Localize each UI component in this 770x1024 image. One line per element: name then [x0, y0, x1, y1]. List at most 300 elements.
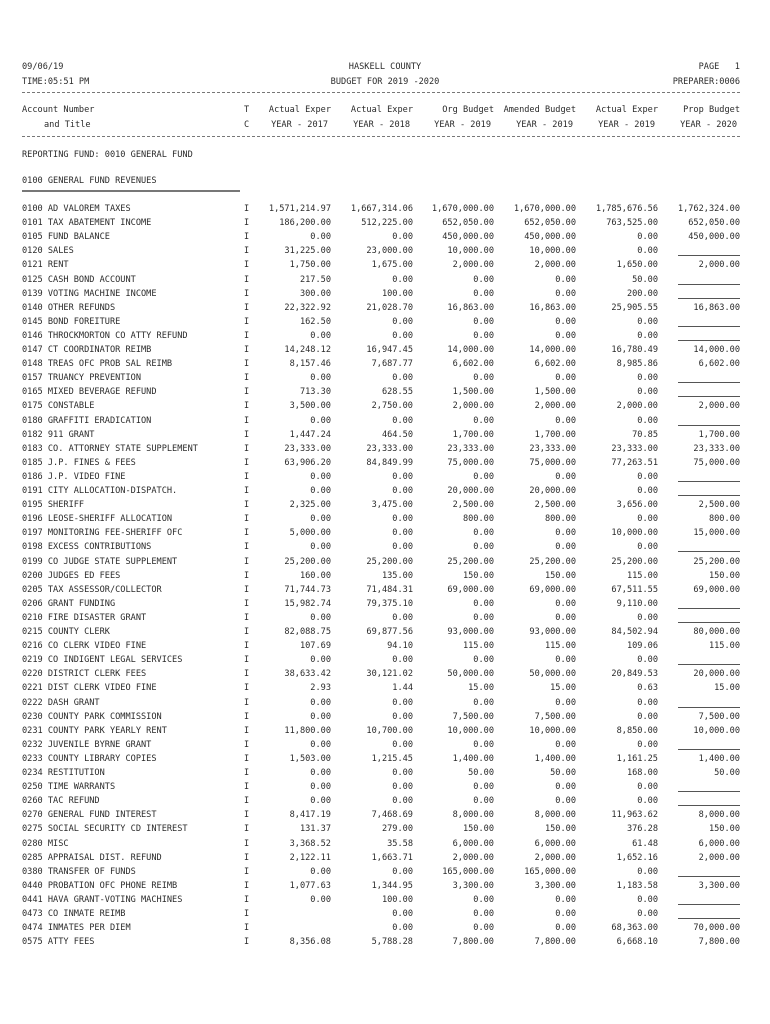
amount-cell: 11,800.00 [284, 725, 331, 736]
amount-cell: 25,905.55 [611, 302, 658, 313]
amount-cell: 0.00 [392, 486, 413, 496]
amount-cell: 2,500.00 [698, 500, 740, 511]
amount-cell: 5,000.00 [289, 528, 331, 539]
amount-cell: 0.00 [392, 415, 413, 426]
type-code: I [244, 598, 250, 609]
col-actual-2019-header: Actual Exper [595, 105, 658, 115]
proposed-budget-blank [678, 340, 740, 341]
table-row [0, 385, 770, 399]
type-code: I [244, 768, 250, 778]
amount-cell: 1,762,324.00 [677, 204, 740, 214]
amount-cell: 150.00 [544, 570, 576, 581]
amount-cell: 10,000.00 [447, 246, 494, 257]
amount-cell: 1,700.00 [698, 429, 740, 440]
amount-cell: 63,906.20 [284, 457, 331, 468]
amount-cell: 0.00 [473, 316, 494, 327]
amount-cell: 150.00 [544, 824, 576, 835]
table-row [0, 724, 770, 738]
header-divider [22, 92, 740, 93]
amount-cell: 1,750.00 [289, 260, 331, 271]
type-code: I [244, 697, 250, 708]
amount-cell: 68,363.00 [611, 923, 658, 934]
table-row [0, 667, 770, 681]
table-row [0, 456, 770, 470]
account-title: 0250 TIME WARRANTS [22, 782, 116, 793]
account-title: 0191 CITY ALLOCATION-DISPATCH. [22, 486, 178, 496]
amount-cell: 0.00 [310, 866, 331, 877]
amount-cell: 0.00 [310, 796, 331, 807]
amount-cell: 0.00 [392, 697, 413, 708]
type-code: I [244, 288, 250, 299]
amount-cell: 150.00 [708, 570, 740, 581]
proposed-budget-blank [678, 749, 740, 750]
amount-cell: 0.00 [555, 288, 576, 299]
table-row [0, 357, 770, 371]
amount-cell: 50,000.00 [529, 669, 576, 680]
amount-cell: 20,000.00 [693, 669, 740, 680]
type-code: I [244, 486, 250, 496]
amount-cell: 3,500.00 [289, 401, 331, 412]
account-title: 0147 CT COORDINATOR REIMB [22, 345, 152, 355]
account-title: 0275 SOCIAL SECURITY CD INTEREST [22, 824, 188, 835]
table-row [0, 893, 770, 907]
amount-cell: 1,503.00 [289, 753, 331, 764]
type-code: I [244, 246, 250, 257]
amount-cell: 0.00 [637, 796, 658, 807]
amount-cell: 0.00 [310, 486, 331, 496]
amount-cell: 93,000.00 [447, 627, 494, 637]
amount-cell: 1,667,314.06 [350, 204, 413, 214]
account-title: 0440 PROBATION OFC PHONE REIMB [22, 880, 178, 891]
section-title: 0100 GENERAL FUND REVENUES [22, 176, 157, 186]
col-actual-2018-header: Actual Exper [350, 105, 413, 115]
type-code: I [244, 796, 250, 807]
type-code: I [244, 683, 250, 694]
table-row [0, 681, 770, 695]
amount-cell: 115.00 [462, 641, 494, 652]
amount-cell: 1,785,676.56 [595, 204, 658, 214]
amount-cell: 3,656.00 [616, 500, 658, 511]
amount-cell: 10,000.00 [693, 725, 740, 736]
table-row [0, 907, 770, 921]
amount-cell: 23,333.00 [447, 443, 494, 454]
amount-cell: 165,000.00 [524, 866, 576, 877]
amount-cell: 0.00 [555, 655, 576, 666]
amount-cell: 0.00 [637, 316, 658, 327]
column-header-divider [22, 136, 740, 137]
amount-cell: 25,200.00 [529, 556, 576, 567]
amount-cell: 0.00 [310, 697, 331, 708]
account-title: 0230 COUNTY PARK COMMISSION [22, 711, 162, 722]
amount-cell: 93,000.00 [529, 627, 576, 637]
account-title: 0233 COUNTY LIBRARY COPIES [22, 753, 157, 764]
amount-cell: 10,000.00 [529, 725, 576, 736]
amount-cell: 2,000.00 [698, 260, 740, 271]
amount-cell: 16,863.00 [529, 302, 576, 313]
amount-cell: 14,000.00 [447, 345, 494, 355]
proposed-budget-blank [678, 425, 740, 426]
amount-cell: 0.00 [392, 330, 413, 341]
type-code: I [244, 316, 250, 327]
proposed-budget-blank [678, 396, 740, 397]
amount-cell: 0.00 [310, 612, 331, 623]
amount-cell: 0.00 [392, 711, 413, 722]
type-code: I [244, 500, 250, 511]
type-code: I [244, 528, 250, 539]
amount-cell: 0.00 [392, 514, 413, 525]
account-title: 0139 VOTING MACHINE INCOME [22, 288, 157, 299]
type-code: I [244, 542, 250, 553]
amount-cell: 0.00 [310, 330, 331, 341]
proposed-budget-blank [678, 608, 740, 609]
amount-cell: 100.00 [381, 894, 413, 905]
table-row [0, 653, 770, 667]
amount-cell: 0.00 [637, 246, 658, 257]
table-row [0, 837, 770, 851]
account-title: 0157 TRUANCY PREVENTION [22, 373, 141, 384]
type-code: I [244, 330, 250, 341]
account-title: 0198 EXCESS CONTRIBUTIONS [22, 542, 152, 553]
amount-cell: 160.00 [299, 570, 331, 581]
amount-cell: 2,325.00 [289, 500, 331, 511]
table-row [0, 343, 770, 357]
preparer-id: PREPARER:0006 [672, 77, 740, 87]
type-code: I [244, 387, 250, 398]
amount-cell: 628.55 [381, 387, 413, 398]
account-title: 0121 RENT [22, 260, 69, 271]
amount-cell: 50,000.00 [447, 669, 494, 680]
amount-cell: 8,850.00 [616, 725, 658, 736]
account-title: 0221 DIST CLERK VIDEO FINE [22, 683, 157, 694]
amount-cell: 8,000.00 [452, 810, 494, 821]
amount-cell: 15.00 [468, 683, 494, 694]
type-code: I [244, 415, 250, 426]
amount-cell: 8,985.86 [616, 359, 658, 370]
type-code: I [244, 260, 250, 271]
amount-cell: 16,863.00 [693, 302, 740, 313]
reporting-fund: REPORTING FUND: 0010 GENERAL FUND [22, 150, 193, 160]
amount-cell: 7,800.00 [534, 937, 576, 948]
amount-cell: 0.00 [310, 542, 331, 553]
amount-cell: 7,687.77 [371, 359, 413, 370]
amount-cell: 0.00 [555, 528, 576, 539]
amount-cell: 0.00 [392, 542, 413, 553]
amount-cell: 0.00 [555, 598, 576, 609]
proposed-budget-blank [678, 298, 740, 299]
table-row [0, 766, 770, 780]
amount-cell: 1,077.63 [289, 880, 331, 891]
amount-cell: 1,400.00 [452, 753, 494, 764]
amount-cell: 25,200.00 [366, 556, 413, 567]
table-row [0, 921, 770, 935]
amount-cell: 1,500.00 [534, 387, 576, 398]
amount-cell: 450,000.00 [524, 232, 576, 243]
report-date: 09/06/19 [22, 62, 64, 72]
amount-cell: 1,161.25 [616, 753, 658, 764]
account-title: 0206 GRANT FUNDING [22, 598, 116, 609]
amount-cell: 0.00 [310, 711, 331, 722]
amount-cell: 14,000.00 [529, 345, 576, 355]
amount-cell: 50.00 [468, 768, 494, 778]
amount-cell: 25,200.00 [693, 556, 740, 567]
amount-cell: 2,500.00 [534, 500, 576, 511]
amount-cell: 0.00 [555, 612, 576, 623]
table-row [0, 738, 770, 752]
amount-cell: 2,750.00 [371, 401, 413, 412]
amount-cell: 0.00 [310, 894, 331, 905]
amount-cell: 7,500.00 [534, 711, 576, 722]
type-code: I [244, 345, 250, 355]
amount-cell: 115.00 [626, 570, 658, 581]
table-row [0, 851, 770, 865]
proposed-budget-blank [678, 284, 740, 285]
proposed-budget-blank [678, 664, 740, 665]
amount-cell: 165,000.00 [442, 866, 494, 877]
amount-cell: 50.00 [714, 768, 740, 778]
amount-cell: 0.00 [392, 316, 413, 327]
amount-cell: 10,000.00 [611, 528, 658, 539]
amount-cell: 1.44 [392, 683, 413, 694]
amount-cell: 109.06 [626, 641, 658, 652]
amount-cell: 464.50 [381, 429, 413, 440]
proposed-budget-blank [678, 326, 740, 327]
amount-cell: 763,525.00 [606, 218, 658, 229]
amount-cell: 71,744.73 [284, 584, 331, 595]
amount-cell: 0.00 [473, 782, 494, 793]
amount-cell: 150.00 [708, 824, 740, 835]
type-code: I [244, 711, 250, 722]
amount-cell: 217.50 [299, 274, 331, 285]
account-title: 0441 HAVA GRANT-VOTING MACHINES [22, 894, 183, 905]
table-row [0, 696, 770, 710]
amount-cell: 100.00 [381, 288, 413, 299]
amount-cell: 1,652.16 [616, 852, 658, 863]
amount-cell: 75,000.00 [529, 457, 576, 468]
account-title: 0175 CONSTABLE [22, 401, 95, 412]
table-row [0, 555, 770, 569]
type-code: I [244, 514, 250, 525]
amount-cell: 0.00 [392, 768, 413, 778]
amount-cell: 6,668.10 [616, 937, 658, 948]
amount-cell: 0.00 [473, 542, 494, 553]
amount-cell: 0.00 [555, 542, 576, 553]
amount-cell: 7,500.00 [698, 711, 740, 722]
table-row [0, 428, 770, 442]
type-code: I [244, 641, 250, 652]
col-prop-budget-subheader: YEAR - 2020 [680, 120, 737, 130]
col-amended-budget-header: Amended Budget [503, 105, 576, 115]
amount-cell: 70,000.00 [693, 923, 740, 934]
amount-cell: 1,400.00 [698, 753, 740, 764]
amount-cell: 1,447.24 [289, 429, 331, 440]
account-title: 0216 CO CLERK VIDEO FINE [22, 641, 147, 652]
amount-cell: 0.00 [637, 514, 658, 525]
col-actual-2018-subheader: YEAR - 2018 [353, 120, 410, 130]
type-code: I [244, 753, 250, 764]
table-row [0, 258, 770, 272]
section-underline [22, 190, 240, 192]
col-actual-2017-subheader: YEAR - 2017 [271, 120, 328, 130]
amount-cell: 0.00 [473, 288, 494, 299]
amount-cell: 1,663.71 [371, 852, 413, 863]
amount-cell: 8,000.00 [698, 810, 740, 821]
type-code: I [244, 669, 250, 680]
amount-cell: 1,215.45 [371, 753, 413, 764]
amount-cell: 0.00 [473, 373, 494, 384]
amount-cell: 800.00 [462, 514, 494, 525]
amount-cell: 25,200.00 [284, 556, 331, 567]
proposed-budget-blank [678, 495, 740, 496]
amount-cell: 3,300.00 [534, 880, 576, 891]
table-row [0, 470, 770, 484]
amount-cell: 0.00 [637, 909, 658, 919]
account-title: 0234 RESTITUTION [22, 768, 105, 778]
amount-cell: 1,670,000.00 [513, 204, 576, 214]
amount-cell: 0.00 [555, 894, 576, 905]
amount-cell: 11,963.62 [611, 810, 658, 821]
amount-cell: 1,183.58 [616, 880, 658, 891]
amount-cell: 0.00 [392, 612, 413, 623]
amount-cell: 0.00 [637, 612, 658, 623]
type-code: I [244, 556, 250, 567]
amount-cell: 69,000.00 [529, 584, 576, 595]
amount-cell: 0.00 [555, 373, 576, 384]
type-code: I [244, 923, 250, 934]
amount-cell: 0.00 [310, 232, 331, 243]
account-title: 0474 INMATES PER DIEM [22, 923, 131, 934]
account-title: 0473 CO INMATE REIMB [22, 909, 126, 919]
col-account-header: Account Number [22, 105, 95, 115]
proposed-budget-blank [678, 904, 740, 905]
amount-cell: 71,484.31 [366, 584, 413, 595]
amount-cell: 30,121.02 [366, 669, 413, 680]
amount-cell: 2,500.00 [452, 500, 494, 511]
amount-cell: 69,000.00 [693, 584, 740, 595]
amount-cell: 107.69 [299, 641, 331, 652]
amount-cell: 0.00 [473, 697, 494, 708]
col-prop-budget-header: Prop Budget [683, 105, 740, 115]
type-code: I [244, 725, 250, 736]
amount-cell: 0.00 [473, 796, 494, 807]
type-code: I [244, 810, 250, 821]
amount-cell: 162.50 [299, 316, 331, 327]
amount-cell: 0.00 [310, 471, 331, 482]
amount-cell: 7,800.00 [452, 937, 494, 948]
amount-cell: 5,788.28 [371, 937, 413, 948]
amount-cell: 2,000.00 [698, 852, 740, 863]
amount-cell: 0.00 [555, 316, 576, 327]
amount-cell: 800.00 [708, 514, 740, 525]
amount-cell: 1,400.00 [534, 753, 576, 764]
type-code: I [244, 218, 250, 229]
type-code: I [244, 443, 250, 454]
type-code: I [244, 204, 250, 214]
amount-cell: 23,333.00 [366, 443, 413, 454]
amount-cell: 168.00 [626, 768, 658, 778]
amount-cell: 23,000.00 [366, 246, 413, 257]
type-code: I [244, 880, 250, 891]
type-code: I [244, 852, 250, 863]
type-code: I [244, 894, 250, 905]
amount-cell: 0.00 [637, 373, 658, 384]
amount-cell: 2,000.00 [698, 401, 740, 412]
table-row [0, 512, 770, 526]
table-row [0, 639, 770, 653]
table-row [0, 329, 770, 343]
col-tc-subheader: C [244, 120, 250, 130]
amount-cell: 135.00 [381, 570, 413, 581]
amount-cell: 6,602.00 [534, 359, 576, 370]
amount-cell: 10,000.00 [529, 246, 576, 257]
col-amended-budget-subheader: YEAR - 2019 [516, 120, 573, 130]
amount-cell: 0.00 [555, 330, 576, 341]
table-row [0, 611, 770, 625]
amount-cell: 2.93 [310, 683, 331, 694]
amount-cell: 0.00 [310, 415, 331, 426]
account-title: 0285 APPRAISAL DIST. REFUND [22, 852, 162, 863]
amount-cell: 0.63 [637, 683, 658, 694]
amount-cell: 150.00 [462, 570, 494, 581]
amount-cell: 0.00 [637, 387, 658, 398]
account-title: 0186 J.P. VIDEO FINE [22, 471, 126, 482]
amount-cell: 0.00 [555, 739, 576, 750]
amount-cell: 1,344.95 [371, 880, 413, 891]
table-row [0, 710, 770, 724]
amount-cell: 0.00 [310, 514, 331, 525]
proposed-budget-blank [678, 481, 740, 482]
account-title: 0180 GRAFFITI ERADICATION [22, 415, 152, 426]
type-code: I [244, 739, 250, 750]
amount-cell: 0.00 [555, 415, 576, 426]
account-title: 0280 MISC [22, 838, 69, 849]
table-row [0, 583, 770, 597]
amount-cell: 0.00 [473, 330, 494, 341]
amount-cell: 300.00 [299, 288, 331, 299]
amount-cell: 35.58 [387, 838, 413, 849]
amount-cell: 652,050.00 [688, 218, 740, 229]
table-row [0, 399, 770, 413]
amount-cell: 0.00 [310, 655, 331, 666]
amount-cell: 8,157.46 [289, 359, 331, 370]
amount-cell: 8,356.08 [289, 937, 331, 948]
amount-cell: 450,000.00 [442, 232, 494, 243]
account-title: 0101 TAX ABATEMENT INCOME [22, 218, 152, 229]
type-code: I [244, 866, 250, 877]
amount-cell: 0.00 [392, 796, 413, 807]
amount-cell: 0.00 [310, 768, 331, 778]
amount-cell: 0.00 [310, 782, 331, 793]
table-row [0, 526, 770, 540]
amount-cell: 0.00 [555, 909, 576, 919]
table-row [0, 540, 770, 554]
account-title: 0125 CASH BOND ACCOUNT [22, 274, 136, 285]
type-code: I [244, 429, 250, 440]
amount-cell: 3,300.00 [698, 880, 740, 891]
type-code: I [244, 471, 250, 482]
type-code: I [244, 782, 250, 793]
amount-cell: 6,000.00 [534, 838, 576, 849]
amount-cell: 15,000.00 [693, 528, 740, 539]
proposed-budget-blank [678, 255, 740, 256]
amount-cell: 200.00 [626, 288, 658, 299]
amount-cell: 75,000.00 [447, 457, 494, 468]
type-code: I [244, 838, 250, 849]
type-code: I [244, 655, 250, 666]
amount-cell: 0.00 [637, 866, 658, 877]
amount-cell: 2,000.00 [452, 852, 494, 863]
type-code: I [244, 232, 250, 243]
col-account-subheader: and Title [44, 120, 91, 130]
